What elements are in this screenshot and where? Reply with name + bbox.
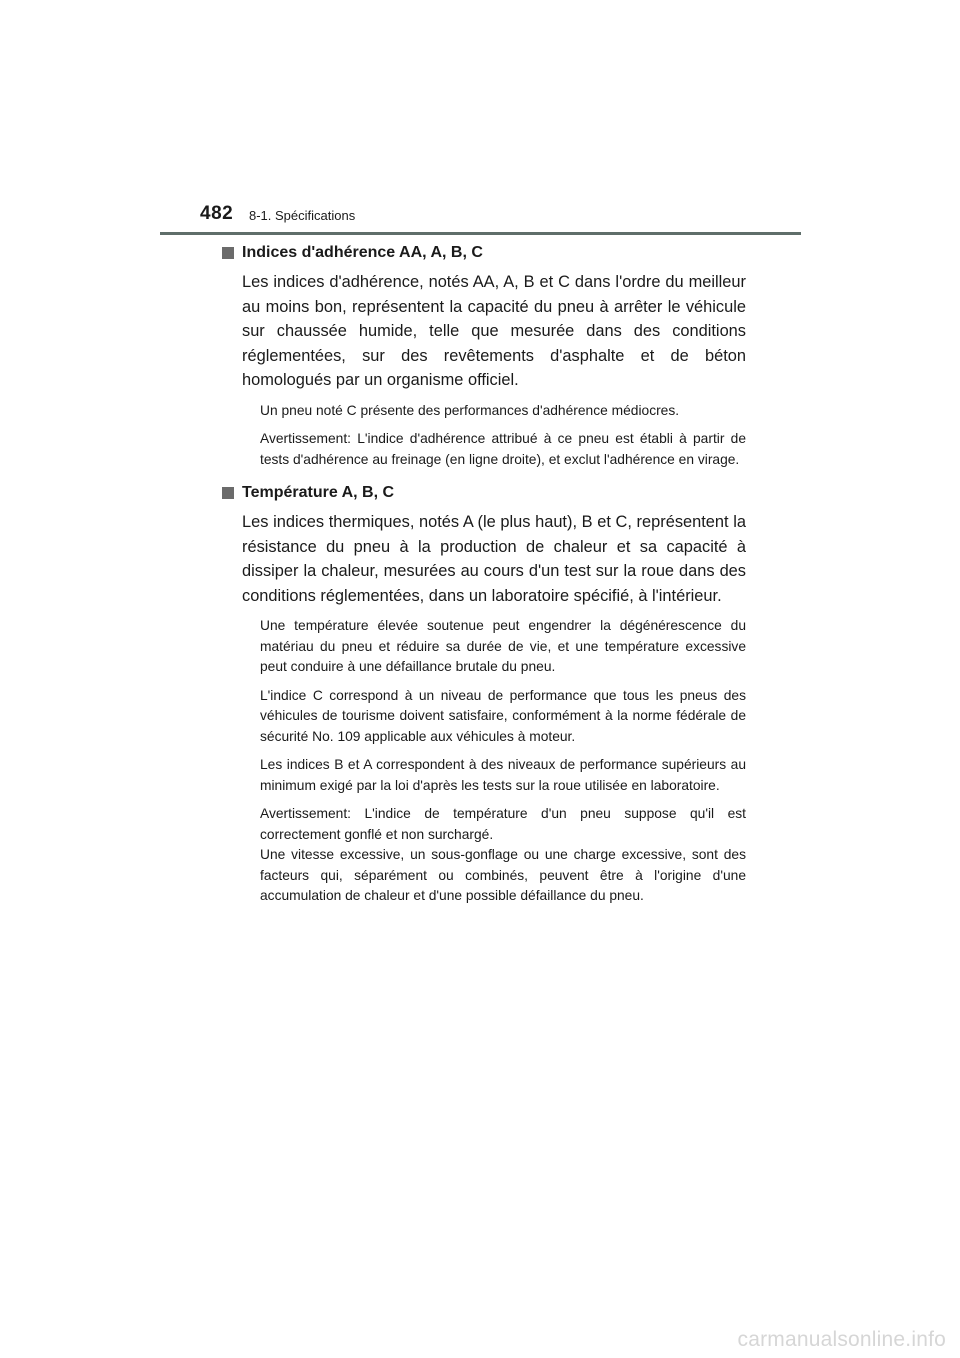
section-heading (222, 480, 746, 506)
section-temperature (222, 480, 746, 907)
section-heading-text: Température A, B, C (242, 484, 395, 501)
section-note: Une vitesse excessive, un sous-gonflage ou une charge excessive, sont des facteurs qui, séparément ou combinés, peuvent être à l'origine d'une accumulation de chaleur et d'une possible défaillance du pneu. (260, 847, 746, 903)
section-heading-text: Indices d'adhérence AA, A, B, C (242, 244, 483, 261)
section-note: Une température élevée soutenue peut engendrer la dégénérescence du matériau du pneu et réduire sa durée de vie, et une température excessive peut conduire à une défaillance brutale du pneu. (260, 618, 746, 674)
page-number: 482 (200, 203, 234, 224)
section-note: Avertissement: L'indice de température d'un pneu suppose qu'il est correctement gonflé et non surchargé. (260, 806, 746, 842)
watermark-link[interactable]: carmanualsonline.info (737, 1328, 946, 1351)
section-title: 8-1. Spécifications (249, 208, 356, 223)
section-adherence (222, 240, 746, 470)
page-content (222, 240, 746, 907)
section-note: Un pneu noté C présente des performances d'adhérence médiocres. (260, 402, 680, 418)
section-body: Les indices d'adhérence, notés AA, A, B et C dans l'ordre du meilleur au moins bon, représentent la capacité du pneu à arrêter le véhicule sur chaussée humide, telle que mesurée dans des conditions réglementées, sur des revêtements d'asphalte et de béton homologués par un organisme officiel. (242, 273, 746, 389)
section-heading (222, 240, 746, 266)
section-note: Avertissement: L'indice d'adhérence attribué à ce pneu est établi à partir de tests d'adhérence au freinage (en ligne droite), et exclut l'adhérence en virage. (260, 431, 746, 467)
section-note: L'indice C correspond à un niveau de performance que tous les pneus des véhicules de tourisme doivent satisfaire, conformément à la norme fédérale de sécurité No. 109 applicable aux véhicules à moteur. (260, 687, 746, 744)
square-bullet-icon (222, 487, 234, 499)
header-divider (160, 232, 801, 235)
section-note: Les indices B et A correspondent à des niveaux de performance supérieurs au minimum exigé par la loi d'après les tests sur la roue utilisée en laboratoire. (260, 757, 746, 793)
square-bullet-icon (222, 247, 234, 259)
section-body: Les indices thermiques, notés A (le plus haut), B et C, représentent la résistance du pneu à la production de chaleur et sa capacité à dissiper la chaleur, mesurées au cours d'un test sur la roue dans des conditions réglementées, dans un laboratoire spécifié, à l'intérieur. (242, 513, 746, 605)
